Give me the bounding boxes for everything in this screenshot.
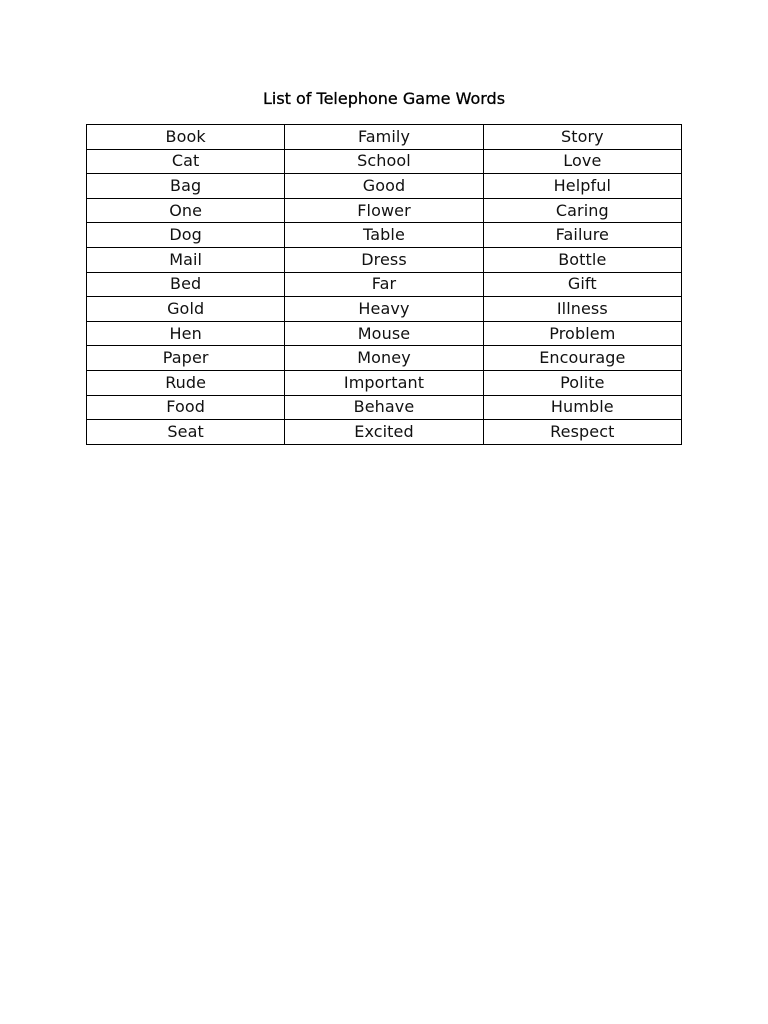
table-row [87, 198, 682, 223]
table-cell: Family [285, 125, 483, 150]
table-cell: Mail [87, 247, 285, 272]
table-cell: Far [285, 272, 483, 297]
table-cell: Hen [87, 321, 285, 346]
table-cell: Humble [483, 395, 681, 420]
table-cell: Paper [87, 346, 285, 371]
table-cell: Story [483, 125, 681, 150]
table-cell: Helpful [483, 174, 681, 199]
table-cell: Mouse [285, 321, 483, 346]
table-row [87, 420, 682, 445]
table-row [87, 223, 682, 248]
table-cell: Respect [483, 420, 681, 445]
table-cell: School [285, 149, 483, 174]
table-cell: Rude [87, 370, 285, 395]
table-row [87, 174, 682, 199]
table-row [87, 247, 682, 272]
table-cell: Love [483, 149, 681, 174]
table-cell: Dog [87, 223, 285, 248]
table-cell: Caring [483, 198, 681, 223]
table-cell: Good [285, 174, 483, 199]
table-cell: Polite [483, 370, 681, 395]
table-cell: Bag [87, 174, 285, 199]
table-row [87, 125, 682, 150]
table-cell: Gold [87, 297, 285, 322]
table-cell: Encourage [483, 346, 681, 371]
table-row [87, 346, 682, 371]
word-table [86, 124, 682, 445]
table-row [87, 395, 682, 420]
table-cell: Table [285, 223, 483, 248]
table-cell: Gift [483, 272, 681, 297]
document-title: List of Telephone Game Words [262, 89, 506, 108]
table-cell: One [87, 198, 285, 223]
table-cell: Problem [483, 321, 681, 346]
table-cell: Book [87, 125, 285, 150]
table-cell: Food [87, 395, 285, 420]
table-cell: Important [285, 370, 483, 395]
table-cell: Illness [483, 297, 681, 322]
word-table-body [87, 125, 682, 445]
table-cell: Heavy [285, 297, 483, 322]
table-row [87, 370, 682, 395]
table-cell: Behave [285, 395, 483, 420]
table-row [87, 321, 682, 346]
table-row [87, 149, 682, 174]
table-cell: Bottle [483, 247, 681, 272]
table-cell: Failure [483, 223, 681, 248]
table-cell: Money [285, 346, 483, 371]
table-cell: Seat [87, 420, 285, 445]
table-row [87, 272, 682, 297]
table-cell: Excited [285, 420, 483, 445]
table-row [87, 297, 682, 322]
table-cell: Cat [87, 149, 285, 174]
table-cell: Flower [285, 198, 483, 223]
table-cell: Dress [285, 247, 483, 272]
table-cell: Bed [87, 272, 285, 297]
